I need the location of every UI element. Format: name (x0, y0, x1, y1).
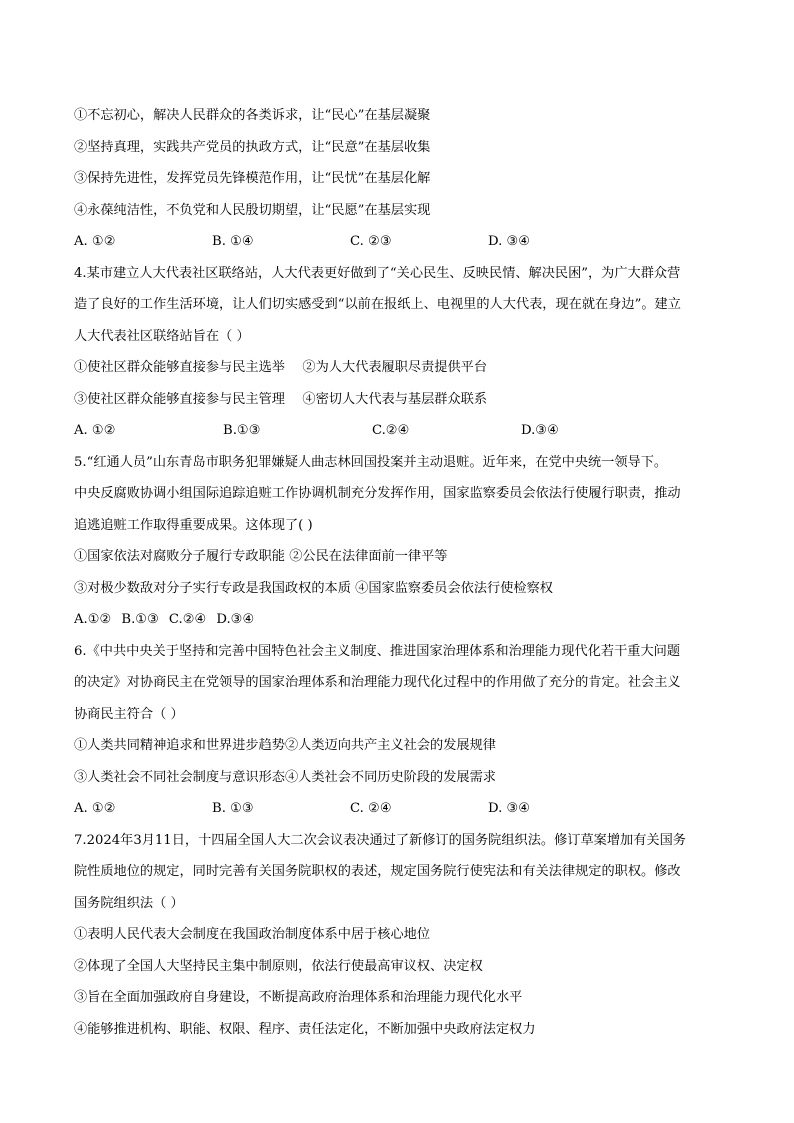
choice-c: C. ②③ (350, 234, 392, 249)
choice-a: A.①② (74, 612, 112, 627)
choice-b: B. ①④ (212, 234, 254, 249)
question-stem: 7.2024年3月11日，十四届全国人大二次会议表决通过了新修订的国务院组织法。修订草案增加有关国务 (74, 832, 686, 848)
choice-a: A. ①② (74, 801, 116, 816)
choice-a: A. ①② (74, 423, 116, 438)
question-stem: 追逃追赃工作取得重要成果。这体现了( ) (74, 517, 313, 533)
option-line: ③使社区群众能够直接参与民主管理 ④密切人大代表与基层群众联系 (74, 391, 488, 407)
option-line: ①不忘初心，解决人民群众的各类诉求，让“民心”在基层凝聚 (74, 108, 431, 123)
choice-d: D. ③④ (488, 234, 531, 249)
question-stem: 院性质地位的规定，同时完善有关国务院职权的表述，规定国务院行使宪法和有关法律规定的职权。修改 (74, 864, 681, 879)
answer-choices (74, 793, 724, 825)
choice-b: B.①③ (121, 612, 159, 627)
option-line: ②坚持真理，实践共产党员的执政方式，让“民意”在基层收集 (74, 139, 431, 155)
option-line: ④永葆纯洁性，不负党和人民殷切期望，让“民愿”在基层实现 (74, 202, 431, 218)
question-6 (74, 636, 724, 825)
question-stem: 的决定》对协商民主在党领导的国家治理体系和治理能力现代化过程中的作用做了充分的肯定。社会主义 (74, 675, 681, 690)
question-stem: 6.《中共中央关于坚持和完善中国特色社会主义制度、推进国家治理体系和治理能力现代化若干重大问题 (74, 643, 681, 659)
choice-b: B. ①③ (212, 801, 254, 816)
choice-d: D. ③④ (488, 801, 531, 816)
option-line: ③人类社会不同社会制度与意识形态④人类社会不同历史阶段的发展需求 (74, 769, 496, 785)
choice-b: B.①③ (223, 423, 261, 438)
answer-choices (74, 226, 724, 258)
option-line: ①国家依法对腐败分子履行专政职能 ②公民在法律面前一律平等 (74, 549, 448, 564)
option-line: ①表明人民代表大会制度在我国政治制度体系中居于核心地位 (74, 927, 431, 942)
choice-c: C.②④ (168, 612, 207, 627)
question-stem: 造了良好的工作生活环境，让人们切实感受到“以前在报纸上、电视里的人大代表，现在就在身边”。建立 (74, 297, 681, 312)
option-line: ③旨在全面加强政府自身建设，不断提高政府治理体系和治理能力现代化水平 (74, 990, 523, 1005)
question-stem: 国务院组织法（ ） (74, 895, 184, 911)
option-line: ③对极少数敌对分子实行专政是我国政权的本质 ④国家监察委员会依法行使检察权 (74, 580, 553, 596)
question-stem: 4.某市建立人大代表社区联络站，人大代表更好做到了“关心民生、反映民情、解决民困”，为广大群众营 (74, 265, 681, 281)
question-5 (74, 447, 724, 636)
choice-d: D.③④ (521, 423, 559, 438)
choice-c: C. ②④ (350, 801, 392, 816)
option-line: ③保持先进性，发挥党员先锋模范作用，让“民忧”在基层化解 (74, 171, 431, 186)
question-stem: 5.“红通人员”山东青岛市职务犯罪嫌疑人曲志林回国投案并主动退赃。近年来，在党中央统一领导下。 (74, 454, 668, 470)
exam-page (74, 100, 724, 1045)
question-3 (74, 100, 724, 258)
option-line: ①使社区群众能够直接参与民主选举 ②为人大代表履职尽责提供平台 (74, 360, 488, 375)
question-stem: 中央反腐败协调小组国际追踪追赃工作协调机制充分发挥作用，国家监察委员会依法行使履行职责，推动 (74, 486, 681, 501)
option-line: ②体现了全国人大坚持民主集中制原则，依法行使最高审议权、决定权 (74, 958, 483, 974)
option-line: ①人类共同精神追求和世界进步趋势②人类迈向共产主义社会的发展规律 (74, 738, 496, 753)
question-7 (74, 825, 724, 1046)
answer-choices (74, 415, 724, 447)
choice-c: C.②④ (372, 423, 410, 438)
answer-choices (74, 604, 724, 636)
question-stem: 协商民主符合（ ） (74, 706, 184, 722)
option-line: ④能够推进机构、职能、权限、程序、责任法定化，不断加强中央政府法定权力 (74, 1021, 536, 1037)
choice-a: A. ①② (74, 234, 116, 249)
question-stem: 人大代表社区联络站旨在（ ） (74, 328, 250, 344)
choice-d: D.③④ (216, 612, 255, 627)
question-4 (74, 258, 724, 447)
